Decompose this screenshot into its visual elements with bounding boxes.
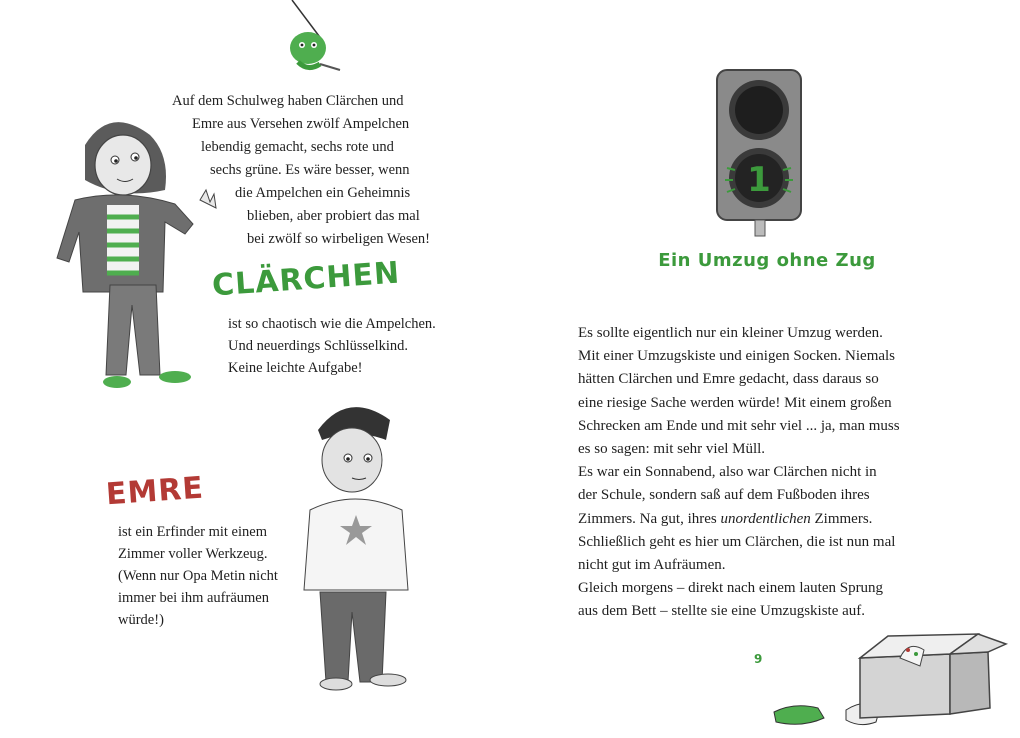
- body-text: [578, 322, 948, 624]
- emre-desc-line: würde!): [118, 612, 164, 628]
- body-line: Schrecken am Ende und mit sehr viel ... ja, man muss: [578, 417, 900, 434]
- claerchen-desc-line: Und neuerdings Schlüsselkind.: [228, 338, 409, 354]
- body-line: eine riesige Sache werden würde! Mit einem großen: [578, 394, 892, 411]
- body-line: Es sollte eigentlich nur ein kleiner Umzug werden.: [578, 325, 883, 341]
- body-line-part: Zimmers. Na gut, ihres: [578, 510, 721, 527]
- intro-line: Emre aus Versehen zwölf Ampelchen: [192, 116, 410, 132]
- traffic-light-icon: [715, 68, 807, 238]
- intro-line: Auf dem Schulweg haben Clärchen und: [172, 93, 404, 109]
- emre-description: [118, 521, 308, 631]
- claerchen-illustration: [45, 105, 220, 400]
- claerchen-desc-line: ist so chaotisch wie die Ampelchen.: [228, 316, 436, 332]
- page-number: 9: [754, 652, 763, 666]
- body-line-part: Zimmers.: [810, 510, 873, 527]
- emre-illustration: [300, 400, 420, 695]
- body-line-emphasis: unordentlichen: [720, 510, 811, 527]
- green-ampelchen-illustration: [270, 0, 360, 85]
- emre-desc-line: ist ein Erfinder mit einem: [118, 524, 267, 540]
- intro-line: sechs grüne. Es wäre besser, wenn: [210, 162, 410, 178]
- body-line: Schließlich geht es hier um Clärchen, die ist nun mal: [578, 533, 896, 550]
- body-line: hätten Clärchen und Emre gedacht, dass daraus so: [578, 371, 879, 388]
- body-line: der Schule, sondern saß auf dem Fußboden ihres: [578, 487, 870, 504]
- emre-title: EMRE: [104, 470, 206, 513]
- emre-desc-line: immer bei ihm aufräumen: [118, 590, 269, 606]
- body-line: es so sagen: mit sehr viel Müll.: [578, 441, 766, 458]
- claerchen-description: [228, 313, 468, 379]
- intro-line: bei zwölf so wirbeligen Wesen!: [247, 231, 430, 247]
- claerchen-desc-line: Keine leichte Aufgabe!: [228, 360, 363, 376]
- claerchen-title: CLÄRCHEN: [211, 255, 402, 304]
- intro-line: lebendig gemacht, sechs rote und: [201, 139, 394, 155]
- right-page: [510, 0, 1020, 738]
- intro-line: die Ampelchen ein Geheimnis: [235, 185, 411, 201]
- body-line: Mit einer Umzugskiste und einigen Socken. Niemals: [578, 348, 896, 365]
- body-line: Gleich morgens – direkt nach einem lauten Sprung: [578, 580, 884, 597]
- traffic-light-number: 1: [747, 160, 771, 200]
- chapter-title: Ein Umzug ohne Zug: [658, 250, 876, 271]
- body-line: Es war ein Sonnabend, also war Clärchen nicht in: [578, 464, 877, 481]
- emre-desc-line: (Wenn nur Opa Metin nicht: [118, 568, 278, 584]
- body-line: nicht gut im Aufräumen.: [578, 557, 726, 574]
- body-line: aus dem Bett – stellte sie eine Umzugskiste auf.: [578, 603, 866, 620]
- emre-desc-line: Zimmer voller Werkzeug.: [118, 546, 268, 562]
- intro-line: blieben, aber probiert das mal: [247, 208, 420, 224]
- body-line: [578, 508, 948, 531]
- moving-box-illustration: [840, 628, 1010, 720]
